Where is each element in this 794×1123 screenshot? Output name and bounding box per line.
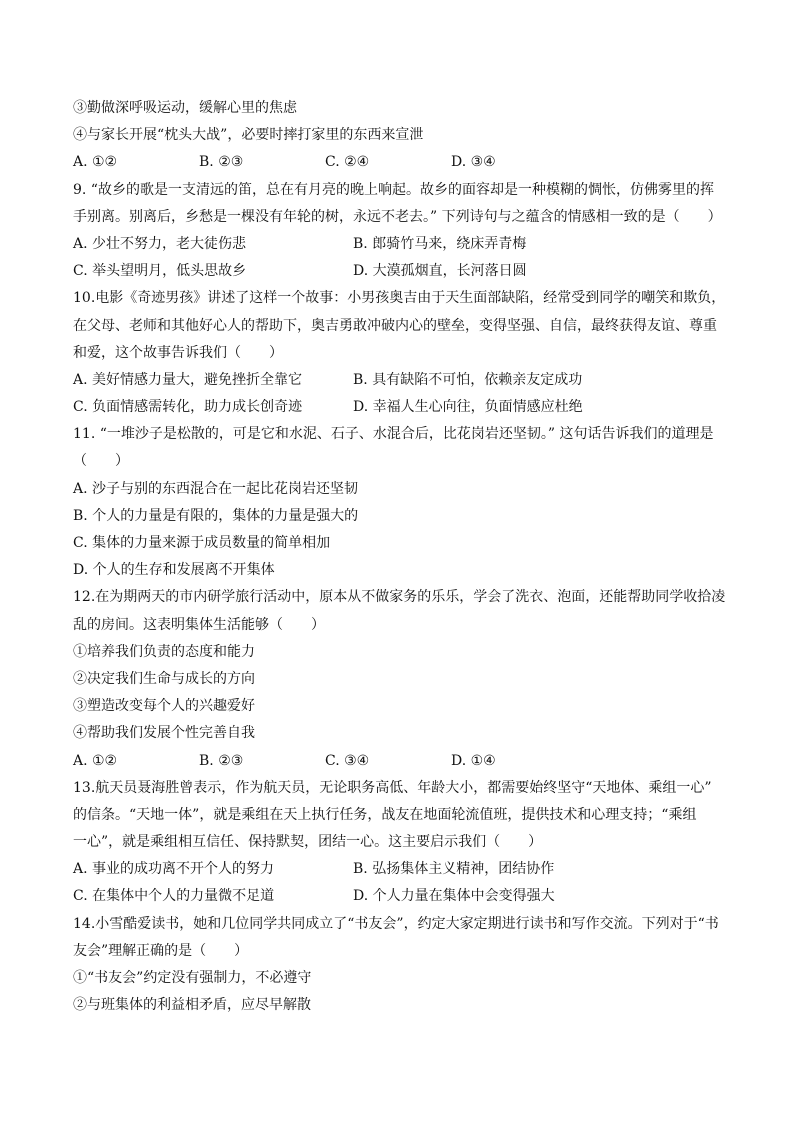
answer-option: B. ②③: [199, 154, 244, 171]
text-line: 14.小雪酷爱读书，她和几位同学共同成立了“书友会”，约定大家定期进行读书和写作交流。下列对于“书: [73, 915, 719, 932]
text-line: A. 沙子与别的东西混合在一起比花岗岩还坚韧: [73, 480, 359, 497]
answer-option: A. ①②: [73, 154, 118, 171]
answer-option: D. 幸福人生心向往，负面情感应杜绝: [353, 399, 583, 416]
answer-options-row: [73, 394, 736, 421]
answer-options-row: [73, 231, 736, 258]
answer-option: C. ③④: [325, 752, 370, 769]
answer-option: A. ①②: [73, 752, 118, 769]
text-line: D. 个人的生存和发展离不开集体: [73, 562, 275, 579]
text-line: 9. “故乡的歌是一支清远的笛，总在有月亮的晚上响起。故乡的面容却是一种模糊的惆怅，仿佛雾里的挥: [73, 181, 714, 198]
answer-option: C. 负面情感需转化，助力成长创奇迹: [73, 399, 303, 416]
answer-options-row: [73, 883, 736, 910]
text-line: ③勤做深呼吸运动，缓解心里的焦虑: [73, 100, 297, 116]
answer-options-row: [73, 258, 736, 285]
text-line: ②与班集体的利益相矛盾，应尽早解散: [73, 997, 311, 1014]
text-line: C. 集体的力量来源于成员数量的简单相加: [73, 535, 331, 551]
text-line: 手别离。别离后，乡愁是一棵没有年轮的树，永远不老去。” 下列诗句与之蕴含的情感相一致的是（ ）: [73, 208, 722, 225]
answer-options-row: [73, 748, 736, 775]
text-line: 11. “一堆沙子是松散的，可是它和水泥、石子、水混合后，比花岗岩还坚韧。” 这句话告诉我们的道理是: [73, 426, 714, 443]
text-line: ④帮助我们发展个性完善自我: [73, 725, 255, 742]
text-line: B. 个人的力量是有限的，集体的力量是强大的: [73, 507, 359, 524]
text-line: 10.电影《奇迹男孩》讲述了这样一个故事：小男孩奥吉由于天生面部缺陷，经常受到同学的嘲笑和欺负，: [73, 290, 726, 307]
text-line: ②决定我们生命与成长的方向: [73, 670, 255, 687]
answer-option: C. 在集体中个人的力量微不足道: [73, 888, 275, 905]
answer-option: D. 大漠孤烟直，长河落日圆: [353, 263, 527, 280]
text-line: 在父母、老师和其他好心人的帮助下，奥吉勇敢冲破内心的壁垒，变得坚强、自信，最终获得友谊、尊重: [73, 317, 717, 334]
text-line: ①培养我们负责的态度和能力: [73, 643, 255, 660]
answer-options-row: [73, 149, 736, 176]
answer-options-row: [73, 856, 736, 883]
answer-option: C. ②④: [325, 154, 370, 171]
text-line: （ ）: [73, 453, 129, 470]
answer-options-row: [73, 367, 736, 394]
text-line: 和爱，这个故事告诉我们（ ）: [73, 344, 283, 361]
text-line: ①“书友会”约定没有强制力，不必遵守: [73, 970, 312, 986]
text-line: 一心”，就是乘组相互信任、保持默契，团结一心。这主要启示我们（ ）: [73, 834, 543, 851]
answer-option: D. 个人力量在集体中会变得强大: [353, 888, 555, 905]
text-line: 友会”理解正确的是（ ）: [73, 942, 249, 959]
answer-option: A. 少壮不努力，老大徒伤悲: [73, 235, 247, 252]
answer-option: A. 美好情感力量大，避免挫折全靠它: [73, 371, 303, 388]
text-line: ④与家长开展“枕头大战”，必要时摔打家里的东西来宣泄: [73, 127, 424, 144]
text-line: 12.在为期两天的市内研学旅行活动中，原本从不做家务的乐乐，学会了洗衣、泡面，还能帮助同学收拾凌: [73, 589, 726, 606]
answer-option: D. ③④: [451, 154, 496, 171]
text-line: ③塑造改变每个人的兴趣爱好: [73, 698, 255, 715]
text-line: 13.航天员聂海胜曾表示，作为航天员，无论职务高低、年龄大小，都需要始终坚守“天地体、乘组一心”: [73, 779, 712, 796]
text-line: 的信条。“天地一体”，就是乘组在天上执行任务，战友在地面轮流值班，提供技术和心理支持；“乘组: [73, 806, 697, 823]
answer-option: C. 举头望明月，低头思故乡: [73, 263, 247, 280]
text-line: 乱的房间。这表明集体生活能够（ ）: [73, 616, 325, 633]
answer-option: A. 事业的成功离不开个人的努力: [73, 861, 275, 878]
answer-option: B. 郎骑竹马来，绕床弄青梅: [353, 235, 527, 252]
answer-option: B. 弘扬集体主义精神，团结协作: [353, 861, 555, 878]
answer-option: B. 具有缺陷不可怕，依赖亲友定成功: [353, 371, 583, 388]
answer-option: D. ①④: [451, 752, 496, 769]
answer-option: B. ②③: [199, 752, 244, 769]
